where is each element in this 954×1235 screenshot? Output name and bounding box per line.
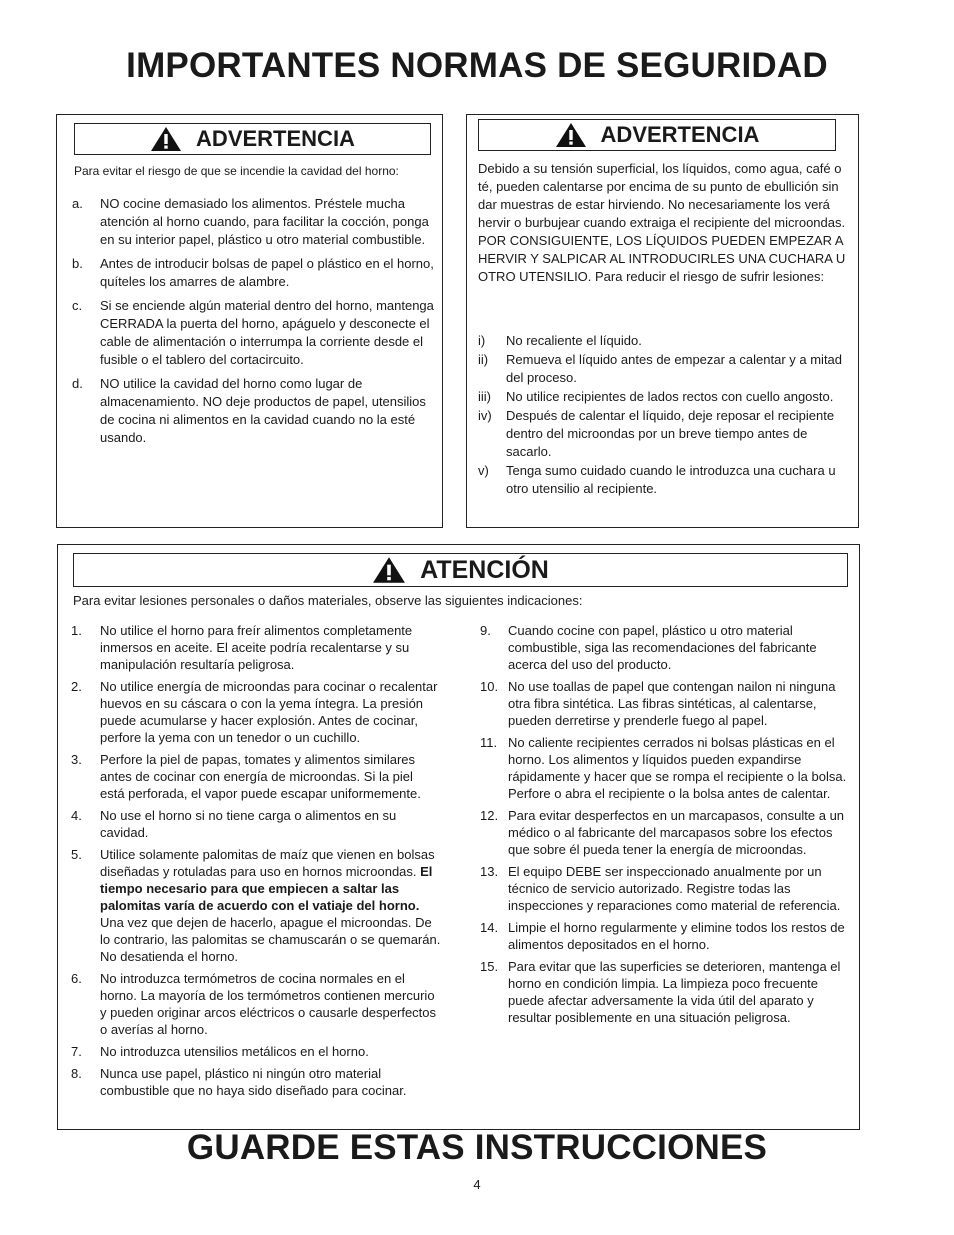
list-item xyxy=(71,1043,441,1060)
item-marker: 9. xyxy=(480,623,491,638)
item-marker: iv) xyxy=(478,408,492,423)
list-item xyxy=(71,751,441,802)
list-item xyxy=(71,846,441,965)
warning-triangle-icon xyxy=(555,122,587,148)
item-marker: 3. xyxy=(71,752,82,767)
warning-header xyxy=(74,123,431,155)
item-text: No utilice el horno para freír alimentos completamente inmersos en aceite. El aceite podría recalentarse y su manipulación resultaría peligrosa. xyxy=(100,623,413,672)
item-marker: d. xyxy=(72,376,83,391)
item-marker: c. xyxy=(72,298,83,313)
item-marker: 5. xyxy=(71,847,82,862)
list-item xyxy=(480,734,852,802)
item-marker: i) xyxy=(478,333,486,348)
warning-heading: ADVERTENCIA xyxy=(196,126,355,151)
item-text: Nunca use papel, plástico ni ningún otro material combustible que no haya sido diseñado para cocinar. xyxy=(100,1066,407,1098)
item-text: Antes de introducir bolsas de papel o plástico en el horno, quíteles los amarres de alambre. xyxy=(100,256,434,289)
item-marker: 8. xyxy=(71,1066,82,1081)
item-text: No introduzca termómetros de cocina normales en el horno. La mayoría de los termómetros contienen mercurio y pueden originar arcos eléctricos o causarle desperfectos o averías al horno. xyxy=(100,971,437,1037)
item-text: Perfore la piel de papas, tomates y alimentos similares antes de cocinar con energía de microondas. Si la piel está perforada, el vapor puede escapar uniformemente. xyxy=(100,752,421,801)
item-marker: 2. xyxy=(71,679,82,694)
warning-list xyxy=(72,195,434,453)
item-marker: v) xyxy=(478,463,489,478)
item-text: NO utilice la cavidad del horno como lugar de almacenamiento. NO deje productos de papel, utensilios de cocina ni alimentos en la cavidad cuando no la esté usando. xyxy=(100,376,426,445)
item-marker: 7. xyxy=(71,1044,82,1059)
item-text: Remueva el líquido antes de empezar a calentar y a mitad del proceso. xyxy=(506,352,843,385)
item-text: Para evitar desperfectos en un marcapasos, consulte a un médico o al fabricante del marcapasos sobre los efectos que sobre él pueda tener la energía de microondas. xyxy=(508,808,845,857)
caution-box xyxy=(57,544,860,1130)
item-text: No recaliente el líquido. xyxy=(506,333,642,348)
list-item xyxy=(480,678,852,729)
list-item xyxy=(478,351,848,387)
item-text: Para evitar que las superficies se deterioren, mantenga el horno en condición limpia. La limpieza poco frecuente puede afectar adversamente la vida útil del aparato y resultar posiblemente en una situación peligrosa. xyxy=(508,959,841,1025)
warning-box-fire xyxy=(56,114,443,528)
list-item xyxy=(71,1065,441,1099)
warning-heading: ADVERTENCIA xyxy=(600,122,760,147)
warning-box-liquids xyxy=(466,114,859,528)
caution-intro: Para evitar lesiones personales o daños materiales, observe las siguientes indicaciones: xyxy=(73,593,583,608)
item-text-part: Utilice solamente palomitas de maíz que vienen en bolsas diseñadas y rotuladas para uso en hornos microondas. xyxy=(100,847,435,879)
item-text: Si se enciende algún material dentro del horno, mantenga CERRADA la puerta del horno, apáguelo y desconecte el cable de alimentación o interrumpa la corriente desde el fusible o el tablero del cortacircuito. xyxy=(100,298,434,367)
list-item xyxy=(480,863,852,914)
item-text-part: Una vez que dejen de hacerlo, apague el microondas. De lo contrario, las palomitas se chamuscarán o se quemarán. No desatienda el horno. xyxy=(100,915,441,964)
item-marker: 1. xyxy=(71,623,82,638)
list-item xyxy=(71,807,441,841)
item-text: No utilice recipientes de lados rectos con cuello angosto. xyxy=(506,389,834,404)
item-marker: iii) xyxy=(478,389,491,404)
warning-header xyxy=(478,119,836,151)
page-title: IMPORTANTES NORMAS DE SEGURIDAD xyxy=(126,46,828,85)
list-item xyxy=(71,622,441,673)
list-item xyxy=(72,375,434,447)
list-item xyxy=(72,255,434,291)
warning-intro: Debido a su tensión superficial, los líquidos, como agua, café o té, pueden calentarse por encima de su punto de ebullición sin dar muestras de estar hirviendo. No necesariamente los verá hervir o burbujear cuando extraiga el recipiente del microondas. POR CONSIGUIENTE, LOS LÍQUIDOS PUEDEN EMPEZAR A HERVIR Y SALPICAR AL INTRODUCIRLES UNA CUCHARA U OTRO UTENSILIO. Para reducir el riesgo de sufrir lesiones: xyxy=(478,161,846,284)
item-marker: b. xyxy=(72,256,83,271)
list-item xyxy=(72,297,434,369)
item-marker: a. xyxy=(72,196,83,211)
caution-heading: ATENCIÓN xyxy=(420,555,549,584)
footer-title: GUARDE ESTAS INSTRUCCIONES xyxy=(186,1128,768,1167)
item-text: Cuando cocine con papel, plástico u otro material combustible, siga las recomendaciones del fabricante acerca del uso del producto. xyxy=(508,623,817,672)
item-text: Después de calentar el líquido, deje reposar el recipiente dentro del microondas por un breve tiempo antes de sacarlo. xyxy=(506,408,835,459)
list-item xyxy=(478,407,848,461)
item-marker: 14. xyxy=(480,920,499,935)
item-text: No use toallas de papel que contengan nailon ni ninguna otra fibra sintética. Las fibras sintéticas, al calentarse, pueden derretirse y prenderle fuego al papel. xyxy=(508,679,836,728)
item-marker: ii) xyxy=(478,352,489,367)
item-text: NO cocine demasiado los alimentos. Préstele mucha atención al horno cuando, para facilitar la cocción, ponga en su interior papel, plástico u otro material combustible. xyxy=(100,196,429,247)
list-item xyxy=(480,919,852,953)
caution-header xyxy=(73,553,848,587)
item-marker: 10. xyxy=(480,679,499,694)
list-item xyxy=(480,622,852,673)
item-marker: 13. xyxy=(480,864,499,879)
list-item xyxy=(71,678,441,746)
caution-list-left xyxy=(71,622,441,1104)
list-item xyxy=(480,807,852,858)
list-item xyxy=(478,332,848,350)
list-item xyxy=(480,958,852,1026)
warning-intro: Para evitar el riesgo de que se incendie la cavidad del horno: xyxy=(74,164,399,178)
item-marker: 12. xyxy=(480,808,499,823)
item-marker: 15. xyxy=(480,959,499,974)
item-text: No caliente recipientes cerrados ni bolsas plásticas en el horno. Los alimentos y líquidos pueden expandirse rápidamente y hacer que se rompa el recipiente o la bolsa. Perfore o abra el recipiente o la bolsa antes de calentar. xyxy=(508,735,847,801)
list-item xyxy=(72,195,434,249)
item-text: Limpie el horno regularmente y elimine todos los restos de alimentos depositados en el horno. xyxy=(508,920,845,952)
item-text xyxy=(100,846,441,965)
item-text: Tenga sumo cuidado cuando le introduzca una cuchara u otro utensilio al recipiente. xyxy=(506,463,836,496)
warning-triangle-icon xyxy=(150,126,182,152)
item-text: No introduzca utensilios metálicos en el horno. xyxy=(100,1044,369,1059)
item-marker: 4. xyxy=(71,808,82,823)
item-text: No utilice energía de microondas para cocinar o recalentar huevos en su cáscara o con la yema íntegra. La presión puede acumularse y hacer explosión. Antes de cocinar, perfore la yema con un tenedor o un cuchillo. xyxy=(100,679,438,745)
item-text: El equipo DEBE ser inspeccionado anualmente por un técnico de servicio autorizado. Registre todas las inspecciones y reparaciones como material de referencia. xyxy=(508,864,841,913)
page-number: 4 xyxy=(473,1177,481,1192)
list-item xyxy=(478,462,848,498)
item-text: No use el horno si no tiene carga o alimentos en su cavidad. xyxy=(100,808,397,840)
caution-list-right xyxy=(480,622,852,1031)
item-marker: 11. xyxy=(480,735,498,750)
item-text-emphasis: El tiempo necesario para que empiecen a saltar las palomitas varía de acuerdo con el vatiaje del horno. xyxy=(100,864,433,913)
list-item xyxy=(478,388,848,406)
item-marker: 6. xyxy=(71,971,82,986)
list-item xyxy=(71,970,441,1038)
warning-triangle-icon xyxy=(372,556,406,584)
warning-list xyxy=(478,332,848,499)
